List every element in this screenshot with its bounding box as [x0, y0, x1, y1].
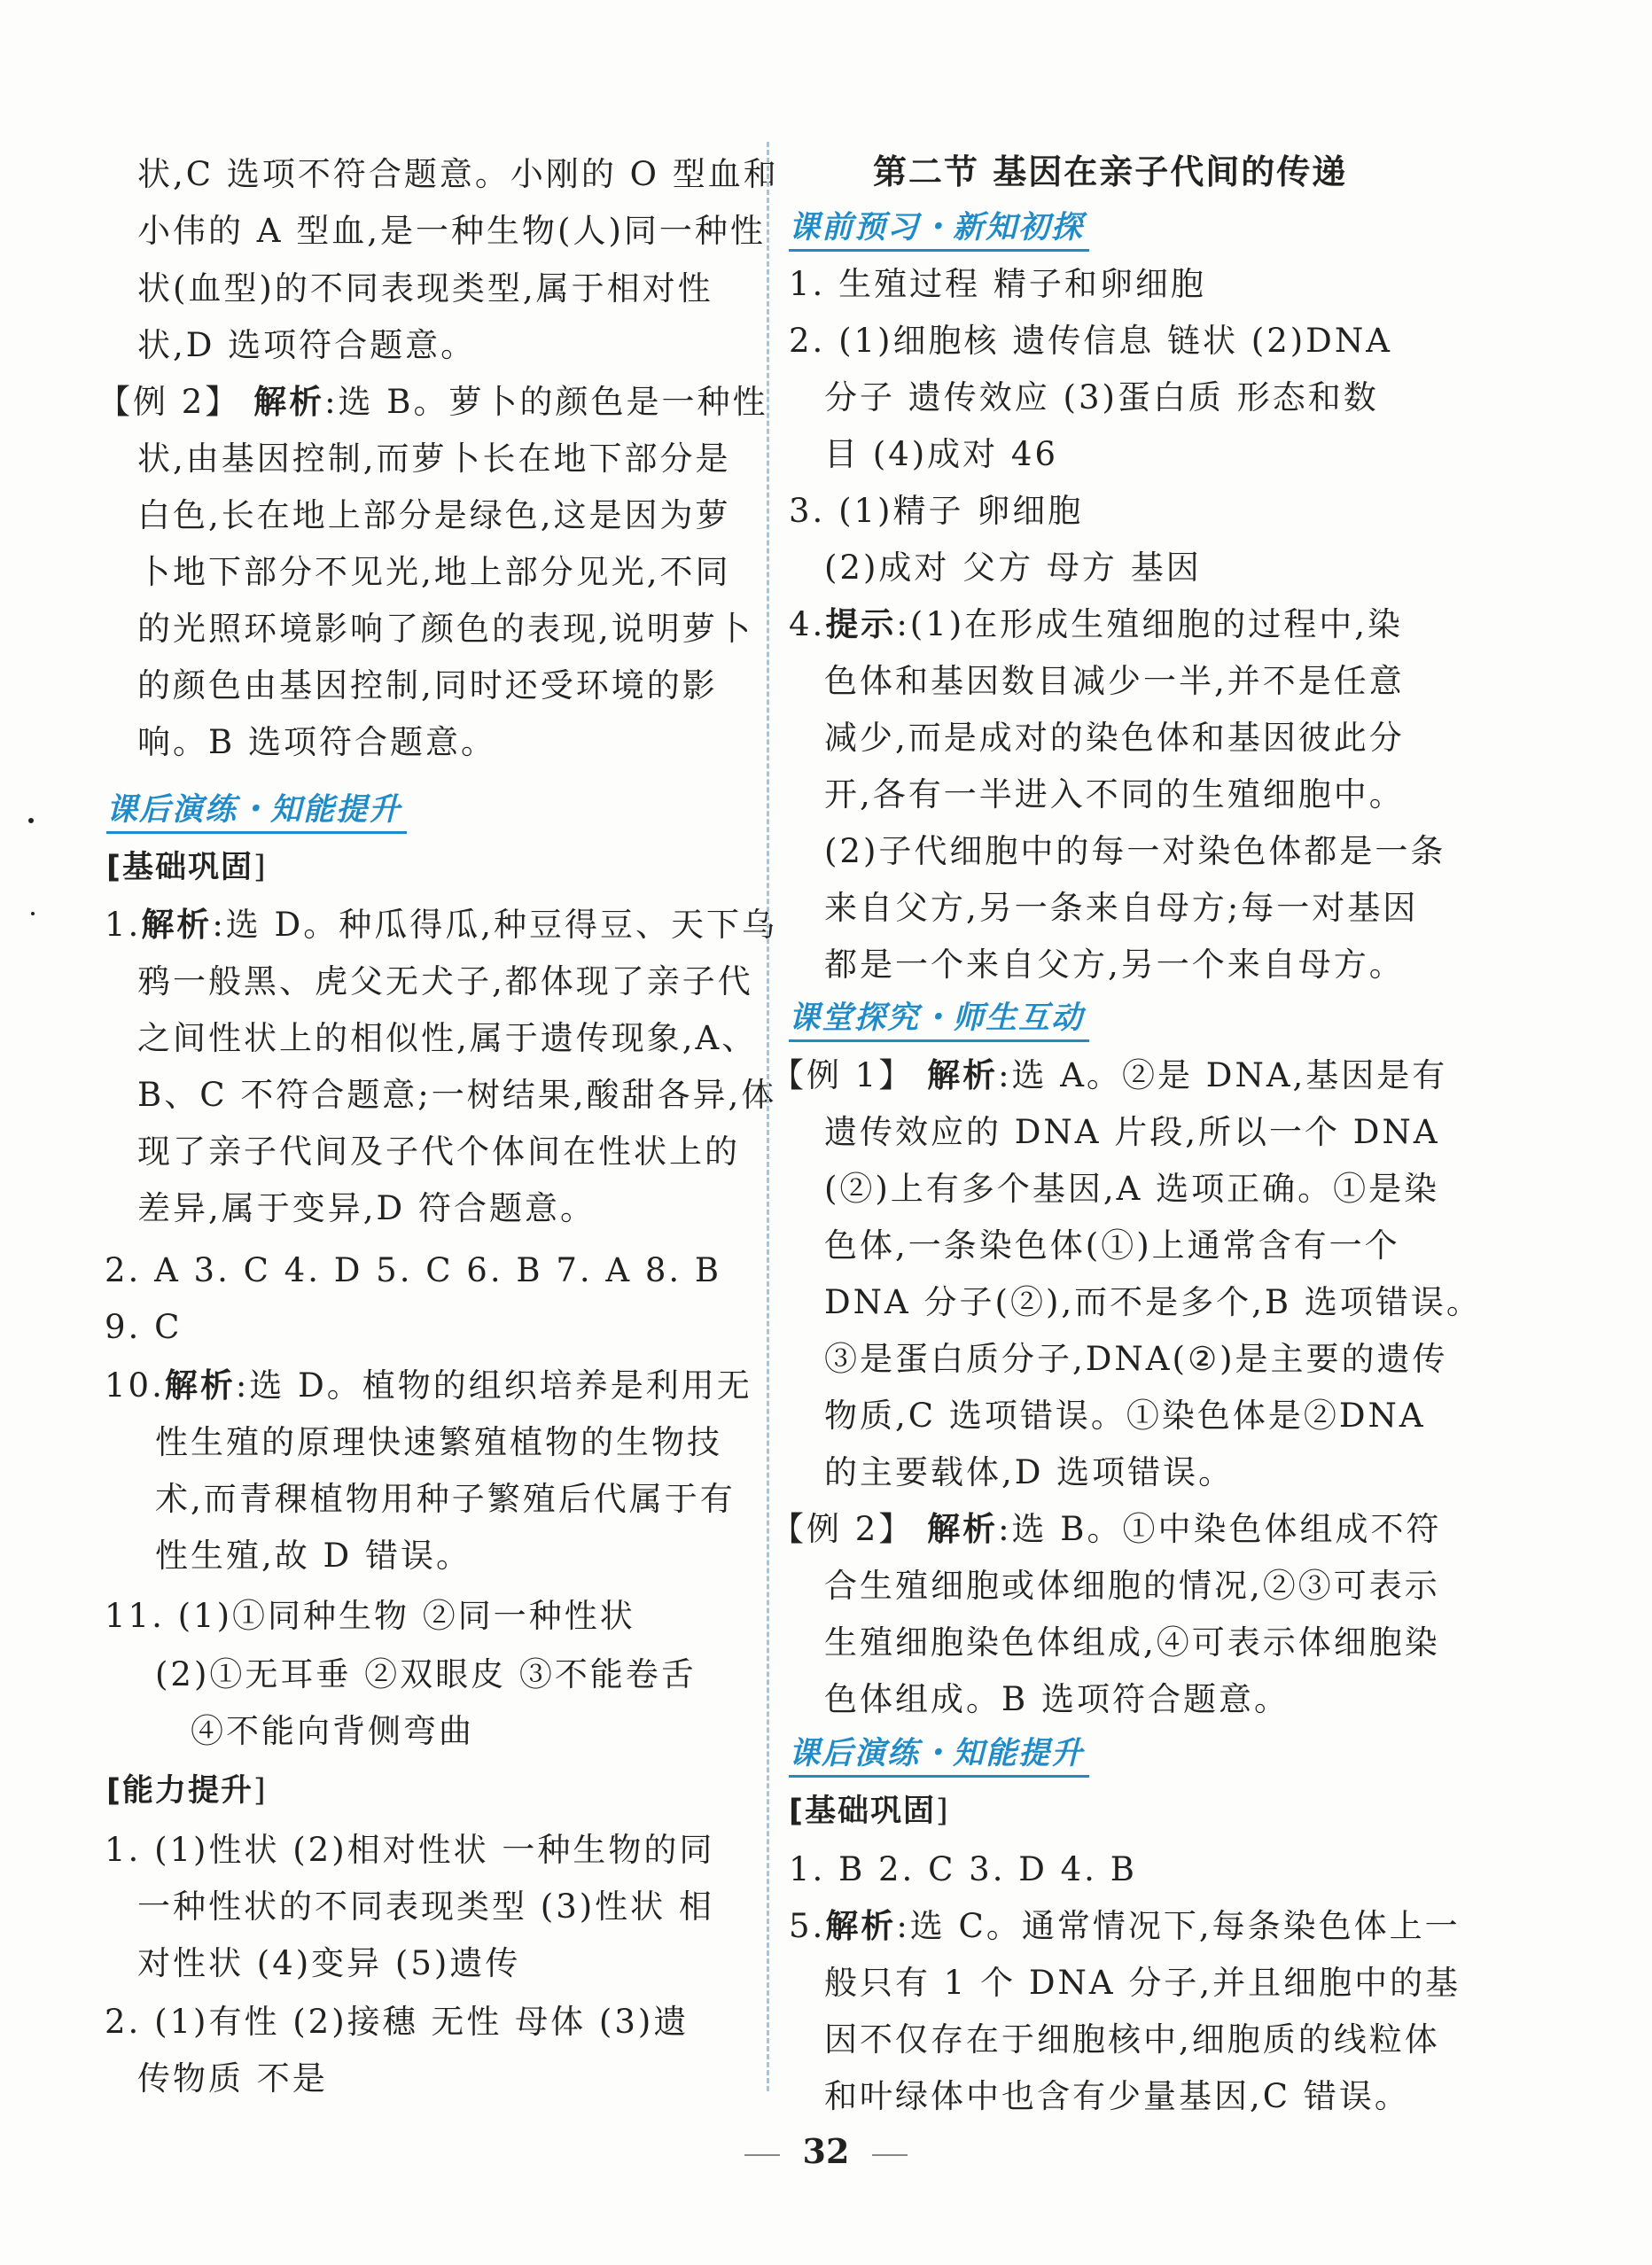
section-heading: 课后演练・知能提升: [106, 789, 407, 834]
text-line: [789, 490, 1083, 533]
bracket-open: [: [106, 1773, 122, 1809]
text-line: [824, 717, 1405, 759]
text-line: [824, 2075, 1410, 2118]
text-line: [824, 830, 1446, 873]
text-line: [824, 1338, 1448, 1381]
text-line: [789, 320, 1392, 362]
text-line: [137, 438, 731, 480]
line-text: 9. C: [105, 1308, 183, 1346]
item-number: 4.: [789, 605, 826, 643]
line-text: 传物质 不是: [137, 2059, 328, 2098]
item-number: 10.: [105, 1366, 165, 1405]
line-text: 1. B 2. C 3. D 4. B: [789, 1850, 1137, 1888]
text-line: [824, 1962, 1461, 2004]
line-text: :选 A。②是 DNA,基因是有: [998, 1056, 1448, 1094]
margin-dot: [28, 818, 34, 823]
text-line: [824, 887, 1418, 930]
line-text: 1. 生殖过程 精子和卵细胞: [789, 265, 1206, 303]
subsection-label: [789, 1790, 950, 1833]
line-text: :选 B。萝卜的颜色是一种性: [324, 383, 768, 421]
page-number-dash: [872, 2154, 908, 2156]
line-text: 卜地下部分不见光,地上部分见光,不同: [137, 553, 731, 591]
column-divider: [767, 142, 769, 2091]
line-text: 的光照环境影响了颜色的表现,说明萝卜: [137, 610, 753, 648]
bold-label: 解析: [164, 1366, 236, 1405]
line-text: 白色,长在地上部分是绿色,这是因为萝: [137, 496, 731, 534]
line-text: 术,而青稞植物用种子繁殖后代属于有: [155, 1480, 736, 1518]
text-line: [789, 1849, 1137, 1891]
line-text: 【例 2】: [771, 1510, 928, 1548]
text-line: [137, 1074, 776, 1117]
bold-label: 解析: [927, 1056, 999, 1094]
line-text: :选 B。①中染色体组成不符: [998, 1510, 1442, 1548]
line-text: 因不仅存在于细胞核中,细胞质的线粒体: [824, 2020, 1440, 2059]
line-text: 11. (1)①同种生物 ②同一种性状: [105, 1597, 635, 1635]
bracket-close: ]: [936, 1794, 950, 1829]
bold-label: 提示: [825, 605, 897, 643]
text-line: [155, 1478, 736, 1521]
line-text: 1. (1)性状 (2)相对性状 一种生物的同: [105, 1831, 715, 1869]
text-line: [137, 608, 753, 650]
section-heading: 课堂探究・师生互动: [789, 997, 1089, 1042]
text-line: [105, 904, 777, 946]
text-line: [137, 268, 713, 310]
line-text: 遗传效应的 DNA 片段,所以一个 DNA: [824, 1113, 1440, 1151]
text-line: [191, 1710, 474, 1753]
line-text: 色体,一条染色体(①)上通常含有一个: [824, 1226, 1400, 1265]
text-line: [824, 1565, 1440, 1607]
line-text: 【例 1】: [771, 1056, 928, 1094]
line-text: 小伟的 A 型血,是一种生物(人)同一种性: [137, 212, 766, 250]
line-text: DNA 分子(②),而不是多个,B 选项错误。: [824, 1283, 1482, 1321]
line-text: :选 D。植物的组织培养是利用无: [235, 1366, 752, 1405]
bold-label: 解析: [825, 1907, 897, 1945]
line-text: (②)上有多个基因,A 选项正确。①是染: [824, 1170, 1440, 1208]
line-text: 物质,C 选项错误。①染色体是②DNA: [824, 1397, 1426, 1435]
text-line: [155, 1535, 471, 1577]
text-line: [824, 944, 1405, 986]
line-text: (2)成对 父方 母方 基因: [824, 549, 1202, 587]
text-line: [137, 1131, 740, 1173]
text-line: [105, 1306, 182, 1349]
section-title: 第二节 基因在亲子代间的传递: [873, 152, 1348, 191]
text-line: [137, 1886, 714, 1928]
line-text: 的主要载体,D 选项错误。: [824, 1453, 1235, 1491]
text-line: [789, 603, 1403, 646]
text-line: [137, 324, 476, 367]
page-number-text: 32: [802, 2131, 850, 2171]
line-text: (2)子代细胞中的每一对染色体都是一条: [824, 832, 1446, 870]
text-line: [137, 961, 753, 1003]
line-text: :选 C。通常情况下,每条染色体上一: [896, 1907, 1461, 1945]
bracket-close: ]: [253, 1773, 268, 1809]
line-text: 目 (4)成对 46: [824, 435, 1059, 473]
item-number: 5.: [789, 1907, 826, 1945]
text-line: [824, 1452, 1234, 1494]
text-line: [824, 1622, 1440, 1664]
text-line: [137, 153, 779, 196]
line-text: 一种性状的不同表现类型 (3)性状 相: [137, 1888, 714, 1926]
line-text: 色体组成。B 选项符合题意。: [824, 1680, 1290, 1718]
bracket-close: ]: [253, 850, 268, 885]
line-text: 差异,属于变异,D 符合题意。: [137, 1189, 596, 1227]
line-text: 3. (1)精子 卵细胞: [789, 492, 1084, 530]
line-text: 现了亲子代间及子代个体间在性状上的: [137, 1132, 740, 1171]
line-text: 之间性状上的相似性,属于遗传现象,A、: [137, 1019, 758, 1057]
line-text: 的颜色由基因控制,同时还受环境的影: [137, 666, 718, 704]
line-text: 2. (1)有性 (2)接穗 无性 母体 (3)遗: [105, 2003, 690, 2041]
text-line: [789, 1905, 1461, 1948]
text-line: [105, 1829, 714, 1872]
bold-label: 解析: [927, 1510, 999, 1548]
page-number: [0, 2131, 1652, 2171]
line-text: 2. (1)细胞核 遗传信息 链状 (2)DNA: [789, 322, 1392, 360]
text-line: [137, 1187, 596, 1230]
text-line: [137, 494, 731, 537]
section-heading: 课后演练・知能提升: [789, 1732, 1089, 1778]
line-text: 【例 2】: [97, 383, 254, 421]
text-line: [824, 1225, 1400, 1267]
subsection-text: 基础巩固: [122, 850, 254, 885]
line-text: 分子 遗传效应 (3)蛋白质 形态和数: [824, 378, 1379, 416]
line-text: 对性状 (4)变异 (5)遗传: [137, 1944, 521, 1982]
bold-label: 解析: [141, 906, 213, 944]
text-line: [789, 263, 1206, 306]
line-text: 减少,而是成对的染色体和基因彼此分: [824, 719, 1405, 757]
line-text: 状,C 选项不符合题意。小刚的 O 型血和: [137, 155, 779, 193]
line-text: :(1)在形成生殖细胞的过程中,染: [896, 605, 1403, 643]
margin-dot: [31, 912, 35, 915]
text-line: [824, 1111, 1440, 1154]
line-text: 响。B 选项符合题意。: [137, 723, 496, 761]
text-line: [105, 1595, 635, 1638]
text-line: [824, 1168, 1439, 1210]
line-text: ④不能向背侧弯曲: [191, 1712, 474, 1750]
text-line: [137, 2058, 328, 2100]
text-line: [105, 1365, 752, 1407]
section-heading: 课前预习・新知初探: [789, 206, 1089, 252]
line-text: 性生殖的原理快速繁殖植物的生物技: [155, 1423, 722, 1461]
text-line: [137, 665, 718, 707]
line-text: 开,各有一半进入不同的生殖细胞中。: [824, 775, 1405, 813]
line-text: ③是蛋白质分子,DNA(②)是主要的遗传: [824, 1340, 1448, 1378]
text-line: [137, 210, 766, 253]
line-text: 合生殖细胞或体细胞的情况,②③可表示: [824, 1567, 1440, 1605]
line-text: 状(血型)的不同表现类型,属于相对性: [137, 269, 713, 307]
text-line: [824, 1395, 1426, 1437]
line-text: 色体和基因数目减少一半,并不是任意: [824, 662, 1405, 700]
page-number-dash: [744, 2154, 780, 2156]
line-text: 性生殖,故 D 错误。: [155, 1537, 471, 1575]
text-line: [771, 1055, 1447, 1097]
bold-label: 解析: [253, 383, 325, 421]
text-line: [137, 1942, 520, 1985]
text-line: [824, 1678, 1290, 1721]
text-line: [155, 1421, 722, 1464]
line-text: 状,由基因控制,而萝卜长在地下部分是: [137, 440, 731, 478]
line-text: (2)①无耳垂 ②双眼皮 ③不能卷舌: [155, 1655, 697, 1693]
text-line: [824, 433, 1058, 476]
line-text: B、C 不符合题意;一树结果,酸甜各异,体: [137, 1076, 777, 1114]
text-line: [105, 1249, 721, 1292]
subsection-text: 基础巩固: [805, 1794, 937, 1829]
item-number: 1.: [105, 906, 142, 944]
line-text: 都是一个来自父方,另一个来自母方。: [824, 946, 1405, 984]
text-line: [824, 2019, 1440, 2061]
text-line: [97, 381, 768, 424]
line-text: 鸦一般黑、虎父无犬子,都体现了亲子代: [137, 962, 753, 1000]
text-line: [824, 774, 1405, 816]
subsection-text: 能力提升: [122, 1773, 254, 1809]
text-line: [137, 721, 496, 764]
bracket-open: [: [106, 850, 122, 885]
line-text: 生殖细胞染色体组成,④可表示体细胞染: [824, 1623, 1440, 1662]
line-text: 和叶绿体中也含有少量基因,C 错误。: [824, 2077, 1410, 2115]
line-text: 来自父方,另一条来自母方;每一对基因: [824, 889, 1419, 927]
text-line: [824, 377, 1379, 419]
text-line: [137, 551, 731, 594]
line-text: 2. A 3. C 4. D 5. C 6. B 7. A 8. B: [105, 1251, 722, 1289]
text-line: [771, 1508, 1442, 1551]
line-text: :选 D。种瓜得瓜,种豆得豆、天下乌: [212, 906, 777, 944]
subsection-label: [106, 846, 268, 889]
subsection-label: [106, 1770, 268, 1812]
text-line: [105, 2001, 689, 2043]
text-line: [824, 660, 1405, 703]
text-line: [824, 1281, 1482, 1324]
bracket-open: [: [789, 1794, 805, 1829]
line-text: 状,D 选项符合题意。: [137, 326, 477, 364]
text-line: [824, 547, 1202, 589]
text-line: [155, 1654, 697, 1696]
line-text: 般只有 1 个 DNA 分子,并且细胞中的基: [824, 1964, 1461, 2002]
text-line: [137, 1017, 757, 1060]
